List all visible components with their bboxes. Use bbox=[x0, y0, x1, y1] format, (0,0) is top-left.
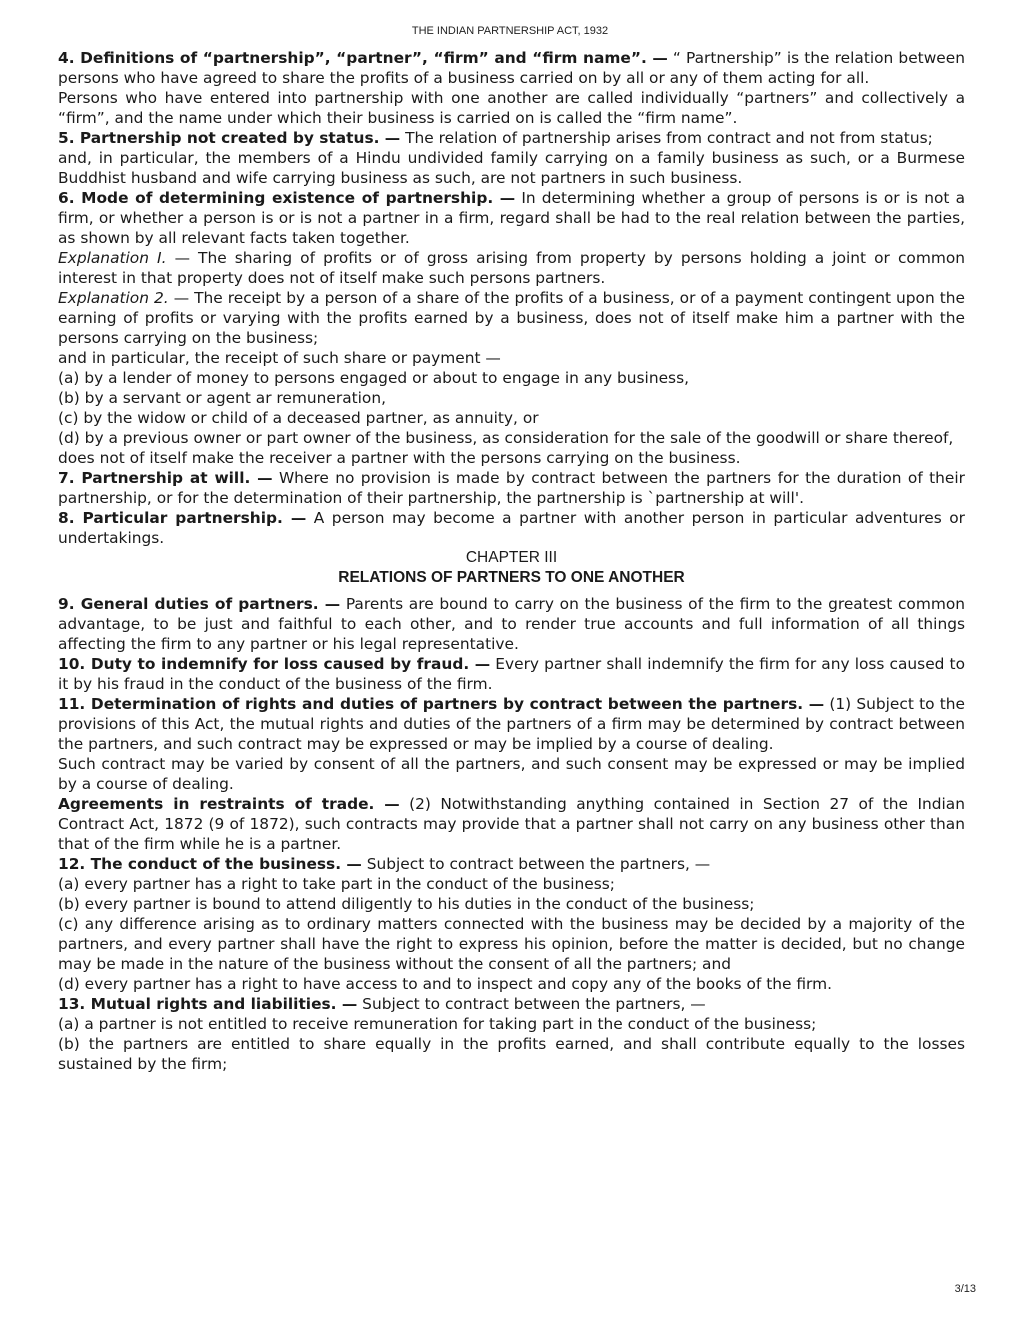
section-heading: 4. Definitions of “partnership”, “partner”, “firm” and “firm name”. — bbox=[58, 49, 668, 67]
document-body bbox=[58, 48, 965, 1074]
section-5 bbox=[58, 128, 965, 148]
list-item: (b) by a servant or agent ar remuneration, bbox=[58, 389, 386, 407]
list-item: (a) a partner is not entitled to receive remuneration for taking part in the conduct of the business; bbox=[58, 1015, 817, 1033]
explanation-label: Explanation 2. bbox=[58, 289, 169, 307]
paragraph: and in particular, the receipt of such share or payment — bbox=[58, 349, 501, 367]
section-4 bbox=[58, 48, 965, 88]
chapter-title: RELATIONS OF PARTNERS TO ONE ANOTHER bbox=[338, 569, 685, 586]
section-heading: 13. Mutual rights and liabilities. — bbox=[58, 995, 358, 1013]
section-heading: 12. The conduct of the business. — bbox=[58, 855, 362, 873]
section-10 bbox=[58, 654, 965, 694]
list-item: (b) every partner is bound to attend diligently to his duties in the conduct of the business; bbox=[58, 895, 755, 913]
explanation-text: — The receipt by a person of a share of the profits of a business, or of a payment contingent upon the earning of profits or varying with the profits earned by a business, does not of itself make him a partner with the persons carrying on the business; bbox=[58, 289, 965, 347]
section-heading: 8. Particular partnership. — bbox=[58, 509, 307, 527]
section-text: Every partner shall indemnify the firm for any loss caused to it by his fraud in the conduct of the business of the firm. bbox=[58, 655, 965, 693]
paragraph: Such contract may be varied by consent of all the partners, and such consent may be expressed or may be implied by a course of dealing. bbox=[58, 755, 965, 793]
explanation-1 bbox=[58, 248, 965, 288]
paragraph: and, in particular, the members of a Hindu undivided family carrying on a family business as such, or a Burmese Buddhist husband and wife carrying business as such, are not partners in such business. bbox=[58, 149, 965, 187]
section-text: A person may become a partner with another person in particular adventures or undertakings. bbox=[58, 509, 966, 547]
section-7 bbox=[58, 468, 965, 508]
section-13 bbox=[58, 994, 965, 1014]
section-heading: 6. Mode of determining existence of partnership. — bbox=[58, 189, 516, 207]
running-header: THE INDIAN PARTNERSHIP ACT, 1932 bbox=[411, 25, 609, 37]
section-heading: 7. Partnership at will. — bbox=[58, 469, 273, 487]
section-heading: 11. Determination of rights and duties of partners by contract between the partners. — bbox=[58, 695, 825, 713]
section-heading: 5. Partnership not created by status. — bbox=[58, 129, 401, 147]
explanation-label: Explanation I. bbox=[58, 249, 167, 267]
subsection-text: (2) Notwithstanding anything contained in Section 27 of the Indian Contract Act, 1872 (9 of 1872), such contracts may provide that a partner shall not carry on any business other than that of the firm while he is a partner. bbox=[58, 795, 965, 853]
explanation-2 bbox=[58, 288, 965, 348]
list-item: (c) any difference arising as to ordinary matters connected with the business may be decided by a majority of the partners, and every partner shall have the right to express his opinion, before the matter is decided, but no change may be made in the nature of the business without the consent of all the partners; and bbox=[58, 915, 965, 973]
list-item: (b) the partners are entitled to share equally in the profits earned, and shall contribute equally to the losses sustained by the firm; bbox=[58, 1035, 965, 1073]
paragraph: Persons who have entered into partnership with one another are called individually “partners” and collectively a “firm”, and the name under which their business is carried on is called the “firm name”. bbox=[58, 89, 965, 127]
chapter-number: CHAPTER III bbox=[465, 549, 558, 566]
section-text: Parents are bound to carry on the business of the firm to the greatest common advantage, to be just and faithful to each other, and to render true accounts and full information of all things affecting the firm to any partner or his legal representative. bbox=[58, 595, 965, 653]
paragraph: does not of itself make the receiver a partner with the persons carrying on the business. bbox=[58, 449, 741, 467]
section-heading: 10. Duty to indemnify for loss caused by fraud. — bbox=[58, 655, 491, 673]
section-6 bbox=[58, 188, 965, 248]
subsection-heading: Agreements in restraints of trade. — bbox=[58, 795, 400, 813]
section-heading: 9. General duties of partners. — bbox=[58, 595, 341, 613]
section-text: Subject to contract between the partners, — bbox=[361, 855, 711, 873]
page-number: 3/13 bbox=[954, 1283, 976, 1295]
section-8 bbox=[58, 508, 965, 548]
section-text: The relation of partnership arises from contract and not from status; bbox=[400, 129, 933, 147]
section-text: Subject to contract between the partners, — bbox=[357, 995, 706, 1013]
list-item: (d) every partner has a right to have access to and to inspect and copy any of the books of the firm. bbox=[58, 975, 832, 993]
section-text: (1) Subject to the provisions of this Act, the mutual rights and duties of the partners of a firm may be determined by contract between the partners, and such contract may be expressed or may be implied by a course of dealing. bbox=[58, 695, 965, 753]
section-text: In determining whether a group of persons is or is not a firm, or whether a person is or is not a partner in a firm, regard shall be had to the real relation between the parties, as shown by all relevant facts taken together. bbox=[58, 189, 965, 247]
section-11 bbox=[58, 694, 965, 754]
explanation-text: — The sharing of profits or of gross arising from property by persons holding a joint or common interest in that property does not of itself make such persons partners. bbox=[58, 249, 965, 287]
section-12 bbox=[58, 854, 965, 874]
section-text: Where no provision is made by contract between the partners for the duration of their partnership, or for the determination of their partnership, the partnership is `partnership at will'. bbox=[58, 469, 965, 507]
list-item: (c) by the widow or child of a deceased partner, as annuity, or bbox=[58, 409, 539, 427]
list-item: (d) by a previous owner or part owner of the business, as consideration for the sale of the goodwill or share thereof, bbox=[58, 429, 954, 447]
list-item: (a) by a lender of money to persons engaged or about to engage in any business, bbox=[58, 369, 689, 387]
list-item: (a) every partner has a right to take part in the conduct of the business; bbox=[58, 875, 615, 893]
subsection bbox=[58, 794, 965, 854]
section-9 bbox=[58, 594, 965, 654]
section-text: “ Partnership” is the relation between persons who have agreed to share the profits of a business carried on by all or any of them acting for all. bbox=[58, 49, 965, 87]
